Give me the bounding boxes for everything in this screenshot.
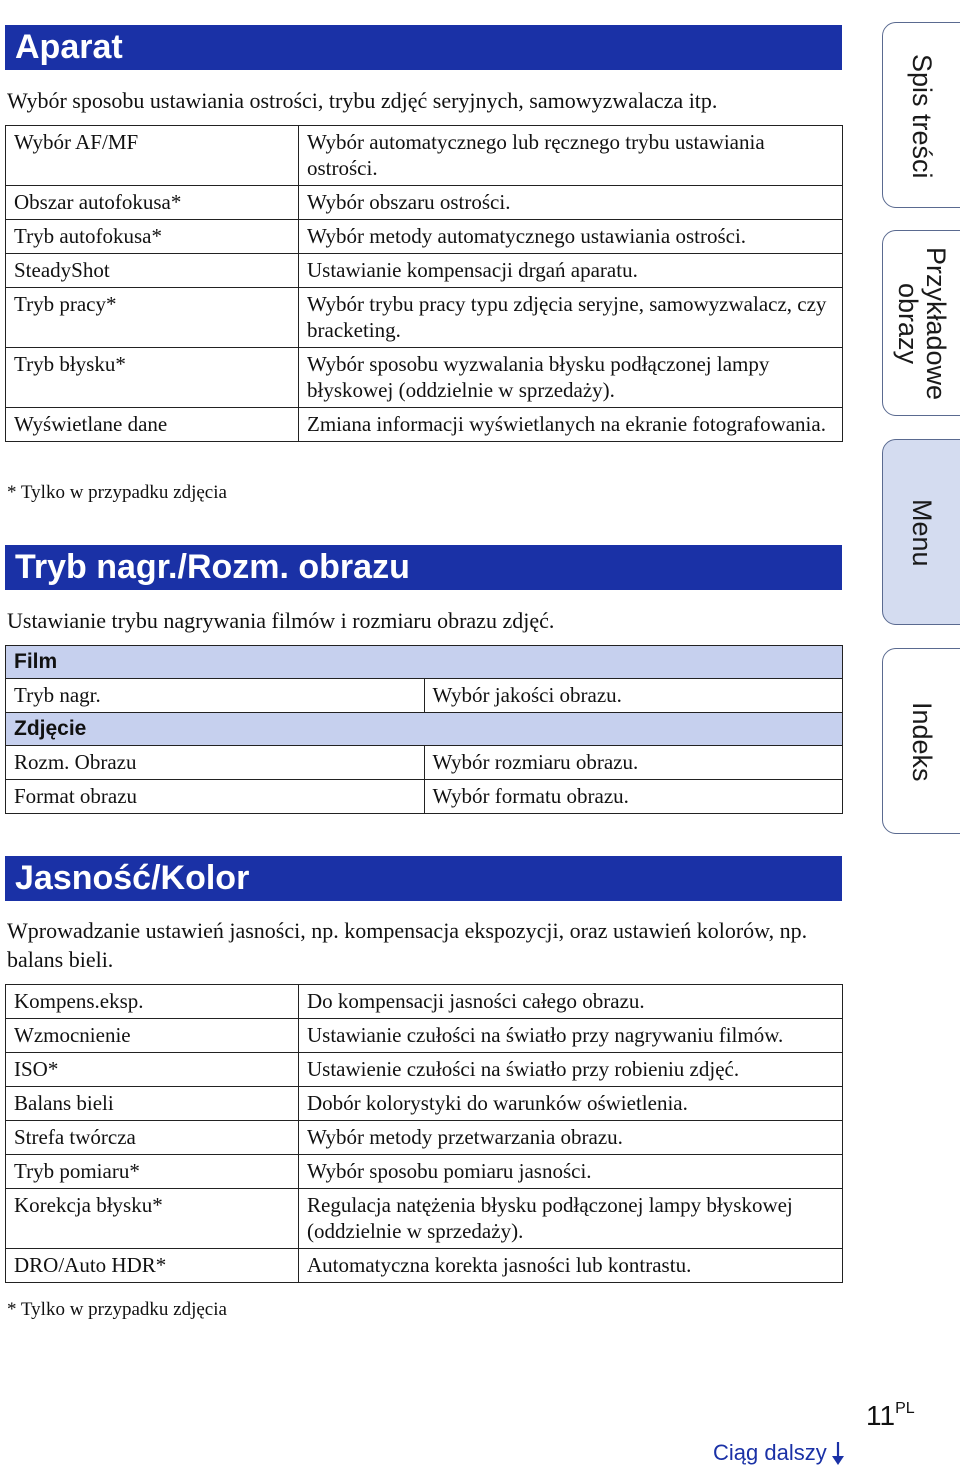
setting-description: Dobór kolorystyki do warunków oświetlenia. [299,1087,843,1121]
table-row [6,1155,843,1189]
section-title-record-mode: Tryb nagr./Rozm. obrazu [5,545,842,590]
arrow-down-icon [831,1440,845,1466]
table-row [6,985,843,1019]
setting-name: Tryb autofokusa* [6,220,299,254]
table-row [6,348,843,408]
setting-description: Ustawianie czułości na światło przy nagrywaniu filmów. [299,1019,843,1053]
setting-name: Obszar autofokusa* [6,186,299,220]
table-row [6,746,843,780]
setting-description: Wybór sposobu pomiaru jasności. [299,1155,843,1189]
tab-label: obrazy [893,283,923,365]
setting-name: Wyświetlane dane [6,408,299,442]
section-intro-brightness-color: Wprowadzanie ustawień jasności, np. kompensacja ekspozycji, oraz ustawień kolorów, np. balans bieli. [7,918,808,972]
setting-description: Wybór formatu obrazu. [424,780,843,814]
table-row [6,1189,843,1249]
setting-description: Wybór obszaru ostrości. [299,186,843,220]
setting-description: Do kompensacji jasności całego obrazu. [299,985,843,1019]
tab-label: Spis treści [907,53,937,179]
setting-description: Automatyczna korekta jasności lub kontrastu. [299,1249,843,1283]
table-row [6,1087,843,1121]
setting-description: Wybór sposobu wyzwalania błysku podłączonej lampy błyskowej (oddzielnie w sprzedaży). [299,348,843,408]
section-title-brightness-color: Jasność/Kolor [5,856,842,901]
tab-index[interactable] [882,648,960,834]
category-row-film [6,646,843,679]
setting-description: Zmiana informacji wyświetlanych na ekranie fotografowania. [299,408,843,442]
section-title-aparat: Aparat [5,25,842,70]
setting-description: Wybór automatycznego lub ręcznego trybu ustawiania ostrości. [299,126,843,186]
setting-name: Strefa twórcza [6,1121,299,1155]
category-label: Film [6,646,843,679]
table-row [6,220,843,254]
setting-name: ISO* [6,1053,299,1087]
continued-link[interactable] [713,1440,845,1466]
setting-description: Ustawienie czułości na światło przy robieniu zdjęć. [299,1053,843,1087]
setting-name: DRO/Auto HDR* [6,1249,299,1283]
table-row [6,1019,843,1053]
tab-label: Indeks [907,702,937,782]
setting-description: Wybór jakości obrazu. [424,679,843,713]
page-number [866,1400,915,1432]
setting-name: Balans bieli [6,1087,299,1121]
setting-description: Wybór trybu pracy typu zdjęcia seryjne, samowyzwalacz, czy bracketing. [299,288,843,348]
setting-description: Wybór metody przetwarzania obrazu. [299,1121,843,1155]
table-row [6,1249,843,1283]
setting-description: Wybór metody automatycznego ustawiania ostrości. [299,220,843,254]
brightness-color-table [5,984,843,1283]
setting-name: Format obrazu [6,780,425,814]
table-row [6,288,843,348]
aparat-table [5,125,843,442]
setting-name: Korekcja błysku* [6,1189,299,1249]
setting-name: Tryb pracy* [6,288,299,348]
tab-table-of-contents[interactable] [882,22,960,208]
tab-label: Menu [907,499,937,567]
table-row [6,126,843,186]
setting-name: Tryb pomiaru* [6,1155,299,1189]
continued-label: Ciąg dalszy [713,1440,827,1465]
section-intro-aparat: Wybór sposobu ustawiania ostrości, trybu zdjęć seryjnych, samowyzwalacza itp. [7,88,718,113]
page-language: PL [895,1400,915,1417]
setting-name: Rozm. Obrazu [6,746,425,780]
setting-description: Wybór rozmiaru obrazu. [424,746,843,780]
category-label: Zdjęcie [6,713,843,746]
tab-label: Przykładowe [921,247,951,401]
page-number-value: 11 [866,1400,896,1431]
record-mode-table [5,645,843,814]
table-row [6,186,843,220]
footnote: * Tylko w przypadku zdjęcia [7,482,227,503]
setting-name: Wybór AF/MF [6,126,299,186]
setting-description: Regulacja natężenia błysku podłączonej lampy błyskowej (oddzielnie w sprzedaży). [299,1189,843,1249]
table-row [6,254,843,288]
table-row [6,408,843,442]
setting-name: SteadyShot [6,254,299,288]
setting-name: Tryb błysku* [6,348,299,408]
setting-description: Ustawianie kompensacji drgań aparatu. [299,254,843,288]
category-row-photo [6,713,843,746]
table-row [6,1121,843,1155]
table-row [6,780,843,814]
section-intro-record-mode: Ustawianie trybu nagrywania filmów i rozmiaru obrazu zdjęć. [7,608,555,633]
setting-name: Wzmocnienie [6,1019,299,1053]
setting-name: Tryb nagr. [6,679,425,713]
tab-sample-images[interactable] [882,230,960,416]
footnote: * Tylko w przypadku zdjęcia [7,1299,227,1320]
tab-menu[interactable] [882,439,960,625]
setting-name: Kompens.eksp. [6,985,299,1019]
table-row [6,1053,843,1087]
table-row [6,679,843,713]
